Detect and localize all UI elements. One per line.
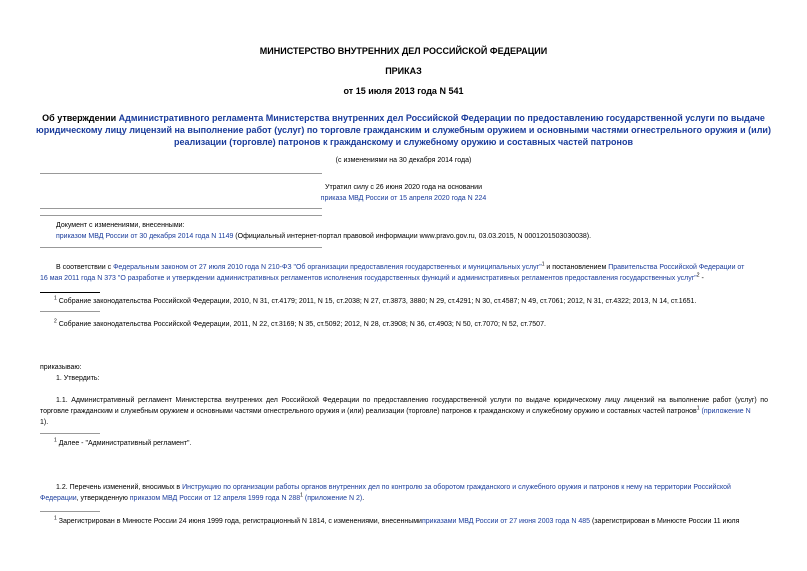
divider: [40, 208, 322, 209]
divider: [40, 173, 322, 174]
title-line-2[interactable]: юридическому лицу лицензий на выполнение работ (услуг) по торговле гражданским и служебным оружием и основными частями огнестрельного оружия и (или): [36, 125, 771, 135]
ministry-heading: МИНИСТЕРСТВО ВНУТРЕННИХ ДЕЛ РОССИЙСКОЙ ФЕДЕРАЦИИ: [259, 46, 548, 56]
footnote-ref[interactable]: 2: [696, 272, 700, 279]
item-1-2-line-1: [56, 484, 731, 491]
basis-mid: и постановлением: [544, 264, 609, 271]
instruction-link-cont[interactable]: Федерации: [40, 495, 77, 502]
footnote-mark: 1: [54, 295, 57, 302]
footnote-text-tail: (зарегистрирован в Минюсте России 11 июля: [590, 518, 740, 525]
appendix-1-link[interactable]: (приложение N: [701, 408, 751, 415]
title-prefix: Об утверждении: [42, 113, 119, 123]
footnote-2: [54, 318, 546, 328]
footnote-ref[interactable]: 1: [541, 261, 545, 268]
footnote-3: [54, 437, 192, 447]
basis-tail: -: [699, 275, 704, 282]
changes-line: [56, 233, 591, 240]
divider: [40, 215, 322, 216]
footnote-mark: 1: [54, 515, 57, 522]
amendment-note: (с изменениями на 30 декабря 2014 года): [335, 157, 472, 164]
government-resolution-link-cont[interactable]: 16 мая 2011 года N 373 "О разработке и утверждении административных регламентов исполнения государственных функций и административных регламентов предоставления государственных услуг": [40, 275, 697, 282]
footnote-separator: [40, 311, 100, 312]
document-type: ПРИКАЗ: [385, 66, 422, 76]
item-1-2-intro: 1.2. Перечень изменений, вносимых в: [56, 484, 183, 491]
footnote-mark: 2: [54, 318, 57, 325]
divider: [40, 247, 322, 248]
footnote-text: Зарегистрирован в Минюсте России 24 июня 1999 года, регистрационный N 1814, с изменениями, внесенными: [58, 518, 422, 525]
basis-line-1: [56, 261, 745, 271]
title-line-3[interactable]: реализации (торговле) патронов к гражданскому и служебному оружию и составных частей патронов: [174, 137, 633, 147]
expired-order-link[interactable]: приказа МВД России от 15 апреля 2020 года N 224: [320, 195, 487, 202]
orders-485-link[interactable]: приказами МВД России от 27 июня 2003 года N 485: [421, 518, 591, 525]
footnote-text: Собрание законодательства Российской Федерации, 2011, N 22, ст.3169; N 35, ст.5092; 2012, N 28, ст.3908; N 36, ст.4903; N 50, ст.7070; N 52, ст.7507.: [58, 321, 546, 328]
changes-source: (Официальный интернет-портал правовой информации www.pravo.gov.ru, 03.03.2015, N 0001201503030038).: [233, 233, 592, 240]
federal-law-link[interactable]: Федеральным законом от 27 июля 2010 года N 210-ФЗ "Об организации предоставления государственных и муниципальных услуг": [113, 264, 542, 271]
document-date: от 15 июля 2013 года N 541: [343, 86, 464, 96]
item-1-2-mid: , утвержденную: [76, 495, 130, 502]
item-1-1-line-3: 1).: [40, 419, 49, 426]
order-288-link[interactable]: приказом МВД России от 12 апреля 1999 года N 288: [129, 495, 301, 502]
item-1-2-line-2: [40, 492, 365, 502]
item-1: 1. Утвердить:: [56, 375, 100, 382]
footnote-text: Далее - "Административный регламент".: [58, 440, 192, 447]
basis-intro: В соответствии с: [56, 264, 114, 271]
expired-notice: Утратил силу с 26 июня 2020 года на основании: [325, 184, 482, 191]
regulation-link[interactable]: Административного регламента Министерства внутренних дел Российской Федерации по предоставлению государственной услуги по выдаче: [118, 113, 765, 123]
item-1-1-text: торговле гражданским и служебным оружием и основными частями огнестрельного оружия и (или) реализации (торговле) патронов к гражданскому и служебному оружию и составных частей патронов: [40, 408, 697, 415]
footnote-mark: 1: [54, 437, 57, 444]
government-resolution-link[interactable]: Правительства Российской Федерации от: [608, 264, 745, 271]
amending-order-link[interactable]: приказом МВД России от 30 декабря 2014 года N 1149: [56, 233, 234, 240]
footnote-4: [54, 515, 740, 525]
prikazyvayu: приказываю:: [40, 364, 82, 371]
basis-line-2: [40, 272, 704, 282]
item-1-1-line-2: [40, 405, 751, 415]
changes-label: Документ с изменениями, внесенными:: [56, 222, 185, 229]
footnote-separator: [40, 433, 100, 434]
footnote-1: [54, 295, 697, 305]
title-line-1: [0, 113, 807, 123]
appendix-2-link[interactable]: (приложение N 2): [304, 495, 363, 502]
footnote-separator: [40, 292, 100, 293]
item-1-2-end: .: [362, 495, 365, 502]
item-1-1-line-1: 1.1. Административный регламент Министерства внутренних дел Российской Федерации по предоставлению государственной услуги по выдаче юридическому лицу лицензий на выполнение работ (услуг) по: [56, 397, 768, 404]
footnote-separator: [40, 511, 100, 512]
footnote-text: Собрание законодательства Российской Федерации, 2010, N 31, ст.4179; 2011, N 15, ст.2038; N 27, ст.3873, 3880; N 29, ст.4291; N 30, ст.4587; N 49, ст.7061; 2012, N 31, ст.4322; 2013, N 14, ст.1651.: [58, 298, 697, 305]
footnote-ref[interactable]: 1: [300, 492, 303, 499]
footnote-ref[interactable]: 1: [696, 405, 700, 412]
instruction-link[interactable]: Инструкцию по организации работы органов внутренних дел по контролю за оборотом гражданского и служебного оружия и патронов к нему на территории Российской: [182, 484, 731, 491]
